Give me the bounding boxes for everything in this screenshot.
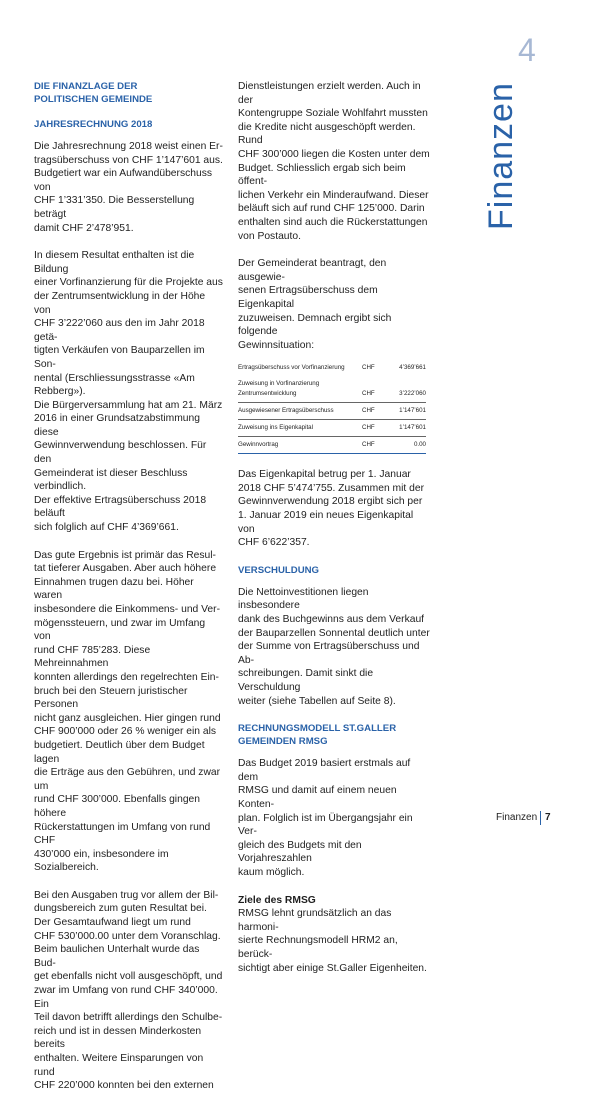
text-line: schreibungen. Damit sinkt die Verschuldung bbox=[238, 668, 374, 693]
text-line: lichen Verkehr ein Minderaufwand. Dieser bbox=[238, 189, 429, 201]
table-row bbox=[238, 437, 426, 454]
text-line: Einnahmen trugen dazu bei. Höher waren bbox=[34, 576, 194, 602]
text-line: Kontengruppe Soziale Wohlfahrt mussten bbox=[238, 108, 428, 120]
text-line: einer Vorfinanzierung für die Projekte aus bbox=[34, 277, 223, 289]
profit-table bbox=[238, 360, 426, 454]
text-line: CHF 6’622’357. bbox=[238, 537, 310, 549]
text-line: Beim baulichen Unterhalt wurde das Bud- bbox=[34, 944, 200, 969]
row-value: 1’147’601 bbox=[384, 420, 426, 437]
row-value: 4’369’661 bbox=[399, 364, 426, 372]
table-row bbox=[238, 403, 426, 420]
text-line: 2018 CHF 5’474’755. Zusammen mit der bbox=[238, 482, 425, 494]
text-line: Teil davon betrifft allerdings den Schulbe- bbox=[34, 1012, 223, 1024]
text-line: von Postauto. bbox=[238, 230, 301, 242]
paragraph bbox=[34, 249, 224, 534]
text-line: Gewinnsituation: bbox=[238, 339, 315, 351]
text-line: plan. Folglich ist im Übergangsjahr ein Ver- bbox=[238, 812, 413, 838]
text-line: sierte Rechnungsmodell HRM2 an, berück- bbox=[238, 935, 398, 960]
debt-section-title: VERSCHULDUNG bbox=[238, 564, 320, 576]
text-line: get ebenfalls nicht voll ausgeschöpft, und bbox=[34, 971, 223, 983]
text-line: budgetiert. Deutlich über dem Budget lagen bbox=[34, 739, 205, 765]
section-title-line: POLITISCHEN GEMEINDE bbox=[34, 94, 153, 105]
text-line: rund CHF 785’283. Diese Mehreinnahmen bbox=[34, 644, 151, 670]
row-label: Zuweisung in Vorfinanzierung bbox=[238, 380, 320, 388]
text-line: der Summe von Ertragsüberschuss und Ab- bbox=[238, 641, 420, 666]
rmsg-section-title bbox=[238, 722, 430, 748]
row-label: Ertragsüberschuss vor Vorfinanzierung bbox=[238, 364, 345, 372]
row-currency: CHF bbox=[362, 403, 384, 420]
table-row bbox=[238, 389, 426, 403]
paragraph bbox=[238, 257, 430, 352]
paragraph bbox=[34, 889, 224, 1093]
text-line: tigten Verkäufen von Bauparzellen im Son- bbox=[34, 345, 205, 370]
text-line: tragsüberschuss von CHF 1’147’601 aus. bbox=[34, 154, 223, 166]
text-line: insbesondere die Einkommens- und Ver- bbox=[34, 604, 221, 615]
text-line: zwar im Umfang von rund CHF 340’000. Ein bbox=[34, 985, 218, 1010]
text-line: die Erträge aus den Gebühren, und zwar um bbox=[34, 767, 221, 792]
text-line: Budgetiert war ein Aufwandüberschuss von bbox=[34, 168, 213, 193]
row-label: Ausgewiesener Ertragsüberschuss bbox=[238, 403, 362, 420]
text-line: CHF 530’000.00 unter dem Voranschlag. bbox=[34, 930, 221, 942]
section-title-line: RECHNUNGSMODELL ST.GALLER bbox=[238, 723, 397, 735]
text-line: 1. Januar 2019 ein neues Eigenkapital von bbox=[238, 510, 414, 535]
chapter-title-vertical: Finanzen bbox=[482, 82, 520, 230]
paragraph bbox=[238, 80, 430, 243]
chapter-number: 4 bbox=[518, 32, 536, 68]
footer-section-label: Finanzen bbox=[496, 812, 538, 823]
text-line: CHF 300’000 liegen die Kosten unter dem bbox=[238, 148, 430, 160]
text-line: enthalten. Weitere Einsparungen von rund bbox=[34, 1053, 204, 1078]
row-currency: CHF bbox=[362, 390, 375, 398]
paragraph bbox=[34, 140, 224, 235]
text-line: beläuft sich auf rund CHF 125’000. Darin bbox=[238, 203, 425, 215]
text-line: mögenssteuern, und zwar im Umfang von bbox=[34, 617, 206, 643]
text-line: Dienstleistungen erzielt werden. Auch in der bbox=[238, 81, 421, 106]
section-title-line: DIE FINANZLAGE DER bbox=[34, 81, 138, 92]
text-line: CHF 220’000 konnten bei den externen bbox=[34, 1080, 214, 1092]
goals-subtitle: Ziele des RMSG bbox=[238, 894, 316, 906]
row-value: 1’147’601 bbox=[384, 403, 426, 420]
row-currency bbox=[362, 376, 384, 389]
footer-divider bbox=[540, 811, 541, 825]
paragraph bbox=[238, 757, 430, 879]
text-line: Budget. Schliesslich ergab sich beim öffent- bbox=[238, 162, 406, 188]
text-line: dungsbereich zum guten Resultat bei. bbox=[34, 903, 207, 915]
text-line: der Bauparzellen Sonnental deutlich unter bbox=[238, 627, 430, 639]
paragraph bbox=[238, 468, 430, 550]
text-line: CHF 900’000 oder 26 % weniger ein als bbox=[34, 726, 217, 738]
text-line: nicht ganz ausgleichen. Hier gingen rund bbox=[34, 712, 221, 724]
text-line: In diesem Resultat enthalten ist die Bildung bbox=[34, 250, 195, 275]
section-title bbox=[34, 80, 224, 106]
text-line: senen Ertragsüberschuss dem Eigenkapital bbox=[238, 285, 378, 310]
text-line: rund CHF 300’000. Ebenfalls gingen höhere bbox=[34, 794, 201, 819]
text-line: 2016 in einer Grundsatzabstimmung diese bbox=[34, 413, 200, 438]
text-line: RMSG lehnt grundsätzlich an das harmoni- bbox=[238, 908, 392, 933]
text-line: damit CHF 2’478’951. bbox=[34, 222, 134, 234]
row-value bbox=[384, 376, 426, 389]
text-line: reich und ist in dessen Minderkosten bereits bbox=[34, 1025, 202, 1051]
text-line: sich folglich auf CHF 4’369’661. bbox=[34, 522, 179, 534]
text-line: bruch bei den Steuern juristischer Personen bbox=[34, 685, 188, 711]
text-line: die Kredite nicht ausgeschöpft werden. Rund bbox=[238, 121, 416, 147]
row-label: Zentrumsentwicklung bbox=[238, 390, 297, 398]
text-line: Das Budget 2019 basiert erstmals auf dem bbox=[238, 758, 411, 783]
paragraph bbox=[34, 549, 224, 875]
row-label: Gewinnvortrag bbox=[238, 437, 362, 454]
text-line: tat tieferer Ausgaben. Aber auch höhere bbox=[34, 563, 217, 575]
paragraph bbox=[238, 907, 430, 975]
text-line: CHF 3’222’060 aus den im Jahr 2018 getä- bbox=[34, 318, 205, 343]
subsection-title: JAHRESRECHNUNG 2018 bbox=[34, 119, 153, 130]
text-line: enthalten sind auch die Rückerstattungen bbox=[238, 216, 428, 228]
table-row bbox=[238, 376, 426, 389]
text-line: Der Gesamtaufwand liegt um rund bbox=[34, 917, 191, 929]
section-title-line: GEMEINDEN RMSG bbox=[238, 736, 328, 748]
text-line: Das Eigenkapital betrug per 1. Januar bbox=[238, 469, 411, 481]
row-currency: CHF bbox=[362, 437, 384, 454]
row-label: Zuweisung ins Eigenkapital bbox=[238, 420, 362, 437]
text-line: Rückerstattungen im Umfang von rund CHF bbox=[34, 821, 211, 847]
text-line: 430’000 ein, insbesondere im Sozialbereich. bbox=[34, 848, 169, 874]
text-line: RMSG und damit auf einem neuen Konten- bbox=[238, 785, 397, 810]
row-value: 3’222’060 bbox=[399, 390, 426, 398]
table-row bbox=[238, 360, 426, 376]
text-line: Die Bürgerversammlung hat am 21. März bbox=[34, 399, 223, 411]
text-line: konnten allerdings den regelrechten Ein- bbox=[34, 671, 219, 683]
text-line: Der Gemeinderat beantragt, den ausgewie- bbox=[238, 258, 387, 283]
page-number: 7 bbox=[545, 812, 551, 823]
row-value: 0.00 bbox=[384, 437, 426, 454]
text-line: Bei den Ausgaben trug vor allem der Bil- bbox=[34, 889, 219, 901]
row-currency: CHF bbox=[362, 420, 384, 437]
text-line: Gemeinderat ist dieser Beschluss verbindlich. bbox=[34, 467, 188, 493]
text-line: Gewinnverwendung beschlossen. Für den bbox=[34, 440, 207, 466]
text-line: weiter (siehe Tabellen auf Seite 8). bbox=[238, 695, 396, 707]
text-line: Der effektive Ertragsüberschuss 2018 beläuft bbox=[34, 494, 207, 520]
text-line: CHF 1’331’350. Die Besserstellung beträgt bbox=[34, 195, 195, 220]
text-line: Die Jahresrechnung 2018 weist einen Er- bbox=[34, 141, 223, 152]
text-line: dank des Buchgewinns aus dem Verkauf bbox=[238, 614, 425, 626]
text-line: Das gute Ergebnis ist primär das Resul- bbox=[34, 549, 216, 561]
text-line: zuzuweisen. Demnach ergibt sich folgende bbox=[238, 312, 392, 338]
right-column bbox=[238, 80, 430, 989]
text-line: nental (Erschliessungsstrasse «Am Rebberg»). bbox=[34, 372, 195, 398]
text-line: sichtigt aber einige St.Galler Eigenheiten. bbox=[238, 962, 427, 974]
text-line: der Zentrumsentwicklung in der Höhe von bbox=[34, 290, 206, 316]
text-line: kaum möglich. bbox=[238, 866, 305, 878]
table-row bbox=[238, 420, 426, 437]
row-currency: CHF bbox=[362, 364, 375, 372]
text-line: gleich des Budgets mit den Vorjahreszahlen bbox=[238, 839, 362, 865]
left-column bbox=[34, 80, 224, 1107]
text-line: Gewinnverwendung 2018 ergibt sich per bbox=[238, 496, 423, 508]
text-line: Die Nettoinvestitionen liegen insbesondere bbox=[238, 586, 369, 612]
paragraph bbox=[238, 586, 430, 708]
